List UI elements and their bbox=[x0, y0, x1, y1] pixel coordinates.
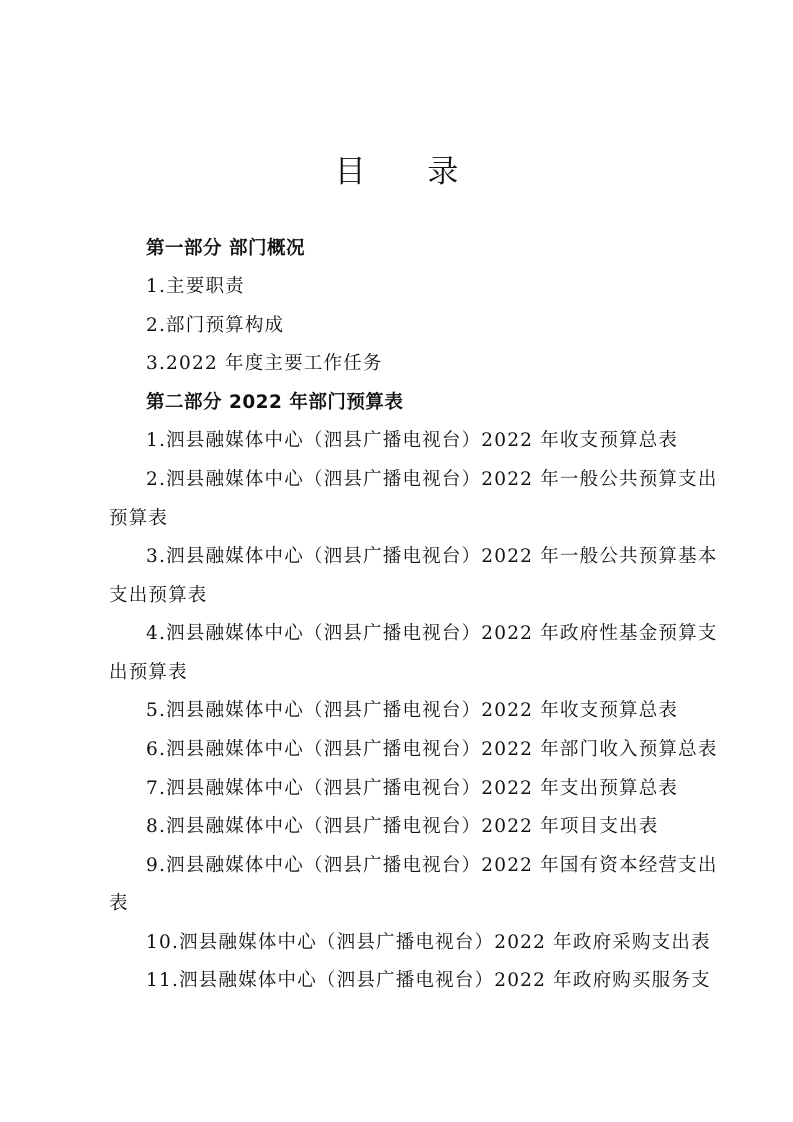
part1-item-2: 2.部门预算构成 bbox=[146, 315, 285, 336]
part1-item-1: 1.主要职责 bbox=[146, 276, 245, 297]
part2-item-3: 3.泗县融媒体中心（泗县广播电视台）2022 年一般公共预算基本 bbox=[146, 546, 718, 567]
part2-item-2: 2.泗县融媒体中心（泗县广播电视台）2022 年一般公共预算支出 bbox=[146, 469, 718, 490]
part2-item-9-cont: 表 bbox=[109, 893, 129, 914]
part2-item-10: 10.泗县融媒体中心（泗县广播电视台）2022 年政府采购支出表 bbox=[146, 932, 711, 953]
part2-item-4: 4.泗县融媒体中心（泗县广播电视台）2022 年政府性基金预算支 bbox=[146, 623, 718, 644]
part2-item-2-cont: 预算表 bbox=[109, 508, 169, 529]
part2-item-8: 8.泗县融媒体中心（泗县广播电视台）2022 年项目支出表 bbox=[146, 816, 659, 837]
part2-item-1: 1.泗县融媒体中心（泗县广播电视台）2022 年收支预算总表 bbox=[146, 430, 679, 451]
part2-item-3-cont: 支出预算表 bbox=[109, 585, 208, 606]
part2-item-6: 6.泗县融媒体中心（泗县广播电视台）2022 年部门收入预算总表 bbox=[146, 739, 718, 760]
part1-heading: 第一部分 部门概况 bbox=[146, 238, 305, 259]
part2-item-5: 5.泗县融媒体中心（泗县广播电视台）2022 年收支预算总表 bbox=[146, 700, 679, 721]
part2-item-4-cont: 出预算表 bbox=[109, 662, 188, 683]
part1-item-3: 3.2022 年度主要工作任务 bbox=[146, 353, 383, 374]
part2-item-11: 11.泗县融媒体中心（泗县广播电视台）2022 年政府购买服务支 bbox=[146, 970, 711, 991]
part2-heading: 第二部分 2022 年部门预算表 bbox=[146, 392, 404, 413]
part2-item-7: 7.泗县融媒体中心（泗县广播电视台）2022 年支出预算总表 bbox=[146, 778, 679, 799]
page-title: 目 录 bbox=[334, 154, 485, 190]
part2-item-9: 9.泗县融媒体中心（泗县广播电视台）2022 年国有资本经营支出 bbox=[146, 855, 718, 876]
